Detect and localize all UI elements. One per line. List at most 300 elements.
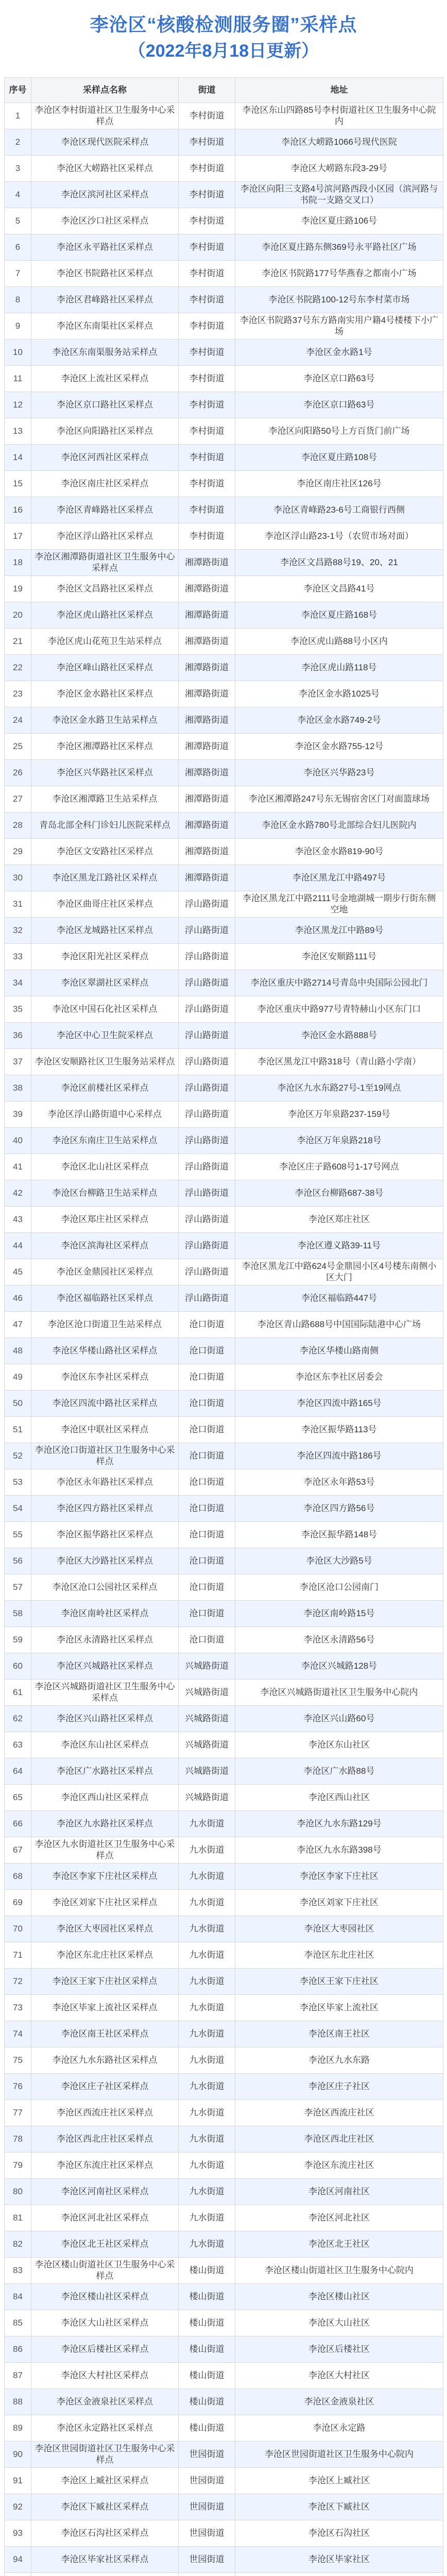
sampling-point-address: 李沧区浮山路23-1号（农贸市场对面）	[235, 523, 443, 550]
sampling-point-name: 李沧区沧口公园社区采样点	[31, 1574, 179, 1601]
table-row	[5, 1837, 443, 1863]
sampling-point-address: 李沧区九水东路398号	[235, 1837, 443, 1863]
row-number: 25	[5, 734, 31, 760]
sampling-point-name: 李沧区西山社区采样点	[31, 1785, 179, 1811]
row-number: 12	[5, 392, 31, 418]
sampling-point-address: 李沧区庄子路608号1-17号网点	[235, 1154, 443, 1180]
row-number: 15	[5, 471, 31, 497]
table-row	[5, 1969, 443, 1995]
header	[4, 0, 443, 77]
street-name: 世园街道	[179, 2520, 235, 2547]
street-name: 浮山路街道	[179, 1259, 235, 1285]
row-number: 91	[5, 2468, 31, 2494]
sampling-point-address: 李沧区东流庄社区	[235, 2153, 443, 2179]
sampling-point-address: 李沧区湘潭路247号东无锡宿舍区门对面篮球场	[235, 786, 443, 812]
row-number: 56	[5, 1548, 31, 1574]
table-row	[5, 1364, 443, 1391]
row-number: 68	[5, 1863, 31, 1890]
sampling-point-name: 李沧区河北社区采样点	[31, 2205, 179, 2231]
row-number: 58	[5, 1601, 31, 1627]
table-row	[5, 497, 443, 523]
table-body	[5, 103, 443, 2576]
street-name: 李村街道	[179, 129, 235, 156]
table-row	[5, 2520, 443, 2547]
row-number: 87	[5, 2363, 31, 2389]
sampling-point-name: 李沧区九水路社区采样点	[31, 1811, 179, 1837]
table-row	[5, 576, 443, 602]
table-row	[5, 2389, 443, 2415]
row-number: 60	[5, 1653, 31, 1680]
table-row	[5, 234, 443, 261]
table-row	[5, 208, 443, 234]
sampling-point-name: 李沧区永平路社区采样点	[31, 234, 179, 261]
row-number: 23	[5, 681, 31, 707]
street-name: 李村街道	[179, 156, 235, 182]
street-name: 沧口街道	[179, 1601, 235, 1627]
row-number: 42	[5, 1180, 31, 1207]
sampling-point-name: 李沧区东南渠社区采样点	[31, 313, 179, 340]
sampling-point-name: 李沧区福临路社区采样点	[31, 1285, 179, 1312]
table-row	[5, 1916, 443, 1942]
sampling-point-address: 李沧区后楼社区	[235, 2336, 443, 2363]
column-header-no: 序号	[5, 78, 31, 103]
table-row	[5, 681, 443, 707]
row-number: 64	[5, 1758, 31, 1785]
table-row	[5, 366, 443, 392]
sampling-point-address: 李沧区青山路688号中国国际陆港中心广场	[235, 1312, 443, 1338]
sampling-point-address: 李沧区永清路56号	[235, 1627, 443, 1653]
table-row	[5, 760, 443, 786]
sampling-point-address: 李沧区夏庄路108号	[235, 445, 443, 471]
street-name: 李村街道	[179, 103, 235, 129]
sampling-point-name: 李沧区中国石化社区采样点	[31, 996, 179, 1023]
sampling-point-name: 李沧区楼山社区采样点	[31, 2284, 179, 2310]
sampling-point-name: 李沧区河南社区采样点	[31, 2179, 179, 2205]
sampling-point-address: 李沧区大山社区	[235, 2310, 443, 2336]
street-name: 湘潭路街道	[179, 786, 235, 812]
sampling-point-address: 李沧区金水路1025号	[235, 681, 443, 707]
sampling-point-name: 李沧区毕家社区采样点	[31, 2547, 179, 2573]
sampling-point-name: 李沧区大村社区采样点	[31, 2363, 179, 2389]
row-number: 76	[5, 2074, 31, 2100]
table-row	[5, 340, 443, 366]
row-number: 47	[5, 1312, 31, 1338]
sampling-point-name: 李沧区永定路社区采样点	[31, 2415, 179, 2442]
row-number: 59	[5, 1627, 31, 1653]
street-name: 李村街道	[179, 208, 235, 234]
sampling-point-address: 李沧区金液泉社区	[235, 2389, 443, 2415]
table-row	[5, 707, 443, 734]
sampling-point-address: 李沧区书院路177号华燕春之都南小广场	[235, 261, 443, 287]
table-row	[5, 1811, 443, 1837]
sampling-point-name: 李沧区曲哥庄社区采样点	[31, 891, 179, 918]
sampling-point-name: 李沧区大山社区采样点	[31, 2310, 179, 2336]
street-name: 九水街道	[179, 2047, 235, 2074]
street-name: 李村街道	[179, 366, 235, 392]
sampling-point-name: 李沧区现代医院采样点	[31, 129, 179, 156]
sampling-point-address: 李沧区东北庄社区	[235, 1942, 443, 1969]
sampling-point-name: 李沧区龙城路社区采样点	[31, 918, 179, 944]
sampling-point-address: 李沧区永年路53号	[235, 1469, 443, 1496]
table-row	[5, 1101, 443, 1128]
sampling-point-address: 李沧区南庄社区126号	[235, 471, 443, 497]
table-row	[5, 1574, 443, 1601]
sampling-point-address: 李沧区重庆中路2714号青岛中央国际公园北门	[235, 970, 443, 996]
sampling-point-address: 李沧区沧口公园南门	[235, 1574, 443, 1601]
row-number: 40	[5, 1128, 31, 1154]
row-number: 70	[5, 1916, 31, 1942]
row-number: 34	[5, 970, 31, 996]
table-row	[5, 287, 443, 313]
sampling-point-name: 李沧区前楼社区采样点	[31, 1075, 179, 1101]
sampling-point-address: 李沧区黑龙江中路2111号金地湖城一期步行街东侧空地	[235, 891, 443, 918]
sampling-point-address: 李沧区九水东路129号	[235, 1811, 443, 1837]
sampling-point-name: 李沧区沧口街道社区卫生服务中心采样点	[31, 1443, 179, 1469]
sampling-point-name: 李沧区九水东路社区采样点	[31, 2047, 179, 2074]
row-number: 49	[5, 1364, 31, 1391]
table-row	[5, 445, 443, 471]
street-name: 楼山街道	[179, 2363, 235, 2389]
row-number: 35	[5, 996, 31, 1023]
column-header-name: 采样点名称	[31, 78, 179, 103]
sampling-point-name: 李沧区华楼山路社区采样点	[31, 1338, 179, 1364]
street-name: 沧口街道	[179, 1338, 235, 1364]
street-name: 李村街道	[179, 497, 235, 523]
row-number: 32	[5, 918, 31, 944]
table-row	[5, 839, 443, 865]
street-name: 李村街道	[179, 261, 235, 287]
sampling-point-name: 李沧区安顺路社区卫生服务站采样点	[31, 1049, 179, 1075]
sampling-point-address: 李沧区西山社区	[235, 1785, 443, 1811]
street-name: 兴城路街道	[179, 1758, 235, 1785]
sampling-point-name	[31, 2573, 179, 2576]
row-number: 66	[5, 1811, 31, 1837]
street-name: 楼山街道	[179, 2415, 235, 2442]
table-row	[5, 1522, 443, 1548]
table-row	[5, 129, 443, 156]
sampling-point-name: 李沧区四流中路社区采样点	[31, 1391, 179, 1417]
sampling-point-address: 李沧区向阳路50号上方百货门前广场	[235, 418, 443, 445]
street-name: 沧口街道	[179, 1496, 235, 1522]
street-name: 九水街道	[179, 1811, 235, 1837]
sampling-point-name: 李沧区后楼社区采样点	[31, 2336, 179, 2363]
sampling-point-address: 李沧区向阳三支路4号滨河路西段小区园（滨河路与书院一支路交叉口）	[235, 182, 443, 208]
sampling-point-address: 李沧区四流中路186号	[235, 1443, 443, 1469]
table-row	[5, 1627, 443, 1653]
street-name: 李村街道	[179, 523, 235, 550]
sampling-point-address: 李沧区下臧社区	[235, 2494, 443, 2520]
sampling-point-name: 李沧区书院路社区采样点	[31, 261, 179, 287]
table-row	[5, 523, 443, 550]
sampling-point-name: 李沧区广水路社区采样点	[31, 1758, 179, 1785]
row-number: 84	[5, 2284, 31, 2310]
sampling-point-address: 李沧区四方路56号	[235, 1496, 443, 1522]
sampling-point-name: 李沧区河西社区采样点	[31, 445, 179, 471]
sampling-point-name: 李沧区东南庄卫生站采样点	[31, 1128, 179, 1154]
table-row	[5, 1443, 443, 1469]
street-name: 兴城路街道	[179, 1680, 235, 1706]
sampling-point-address: 李沧区青峰路23-6号工商银行西侧	[235, 497, 443, 523]
table-row	[5, 2179, 443, 2205]
row-number: 19	[5, 576, 31, 602]
sampling-points-table	[4, 77, 443, 2576]
sampling-point-name: 李沧区浮山路街道中心采样点	[31, 1101, 179, 1128]
sampling-point-address: 李沧区夏庄路106号	[235, 208, 443, 234]
row-number: 45	[5, 1259, 31, 1285]
sampling-point-address: 李沧区四流中路165号	[235, 1391, 443, 1417]
table-row	[5, 2074, 443, 2100]
table-row	[5, 1496, 443, 1522]
sampling-point-name: 李沧区永年路社区采样点	[31, 1469, 179, 1496]
table-row	[5, 261, 443, 287]
row-number: 61	[5, 1680, 31, 1706]
table-header-row	[5, 78, 443, 103]
street-name: 浮山路街道	[179, 970, 235, 996]
row-number: 14	[5, 445, 31, 471]
sampling-point-address: 李沧区大崂路东段3-29号	[235, 156, 443, 182]
row-number: 39	[5, 1101, 31, 1128]
row-number: 16	[5, 497, 31, 523]
table-row	[5, 2573, 443, 2576]
street-name: 湘潭路街道	[179, 734, 235, 760]
sampling-point-name: 青岛北部全科门诊妇儿医院采样点	[31, 812, 179, 839]
street-name: 李村街道	[179, 418, 235, 445]
table-row	[5, 2258, 443, 2284]
table-row	[5, 418, 443, 445]
sampling-point-address: 李沧区大沙路5号	[235, 1548, 443, 1574]
row-number: 21	[5, 629, 31, 655]
row-number: 57	[5, 1574, 31, 1601]
table-row	[5, 1180, 443, 1207]
page-title: 李沧区“核酸检测服务圈”采样点	[90, 14, 357, 35]
row-number: 9	[5, 313, 31, 340]
street-name: 沧口街道	[179, 1364, 235, 1391]
sampling-point-name: 李沧区南岭社区采样点	[31, 1601, 179, 1627]
street-name: 九水街道	[179, 2021, 235, 2047]
table-row	[5, 1548, 443, 1574]
table-row	[5, 786, 443, 812]
sampling-point-address: 李沧区书院路37号东方路南实用户籍4号楼楼下小广场	[235, 313, 443, 340]
sampling-point-address: 李沧区安顺路111号	[235, 944, 443, 970]
sampling-point-name: 李沧区下臧社区采样点	[31, 2494, 179, 2520]
street-name: 湘潭路街道	[179, 707, 235, 734]
sampling-point-address: 李沧区庄子社区	[235, 2074, 443, 2100]
street-name: 九水街道	[179, 1837, 235, 1863]
table-row	[5, 865, 443, 891]
street-name: 浮山路街道	[179, 1180, 235, 1207]
sampling-point-name: 李沧区西流庄社区采样点	[31, 2100, 179, 2126]
table-row	[5, 2021, 443, 2047]
street-name: 湘潭路街道	[179, 760, 235, 786]
row-number: 22	[5, 655, 31, 681]
sampling-point-name: 李沧区北王社区采样点	[31, 2231, 179, 2258]
row-number: 85	[5, 2310, 31, 2336]
table-row	[5, 1049, 443, 1075]
sampling-point-address: 李沧区南岭路15号	[235, 1601, 443, 1627]
street-name: 沧口街道	[179, 1522, 235, 1548]
street-name: 九水街道	[179, 2074, 235, 2100]
table-row	[5, 891, 443, 918]
sampling-point-name: 李沧区东山社区采样点	[31, 1732, 179, 1758]
street-name: 九水街道	[179, 2179, 235, 2205]
sampling-point-address: 李沧区西北庄社区	[235, 2126, 443, 2153]
street-name: 兴城路街道	[179, 1653, 235, 1680]
row-number: 50	[5, 1391, 31, 1417]
street-name: 九水街道	[179, 1942, 235, 1969]
table-row	[5, 2047, 443, 2074]
sampling-point-name: 李沧区沧口街道卫生站采样点	[31, 1312, 179, 1338]
sampling-point-address: 李沧区文昌路88号19、20、21	[235, 550, 443, 576]
sampling-point-address: 李沧区万年泉路237-159号	[235, 1101, 443, 1128]
street-name: 湘潭路街道	[179, 812, 235, 839]
street-name: 浮山路街道	[179, 1207, 235, 1233]
sampling-point-name: 李沧区向阳路社区采样点	[31, 418, 179, 445]
table-row	[5, 1391, 443, 1417]
row-number: 90	[5, 2442, 31, 2468]
row-number: 44	[5, 1233, 31, 1259]
sampling-point-address: 李沧区重庆中路977号青特赫山小区东门口	[235, 996, 443, 1023]
sampling-point-name: 李沧区庄子社区采样点	[31, 2074, 179, 2100]
sampling-point-address: 李沧区金水路749-2号	[235, 707, 443, 734]
sampling-point-address: 李沧区河南社区	[235, 2179, 443, 2205]
sampling-point-name: 李沧区大沙路社区采样点	[31, 1548, 179, 1574]
column-header-street: 街道	[179, 78, 235, 103]
row-number: 79	[5, 2153, 31, 2179]
sampling-point-address: 李沧区王家下庄社区	[235, 1969, 443, 1995]
street-name: 九水街道	[179, 2153, 235, 2179]
street-name: 九水街道	[179, 2100, 235, 2126]
street-name: 沧口街道	[179, 1469, 235, 1496]
row-number: 24	[5, 707, 31, 734]
sampling-point-address: 李沧区郑庄社区	[235, 1207, 443, 1233]
sampling-point-address: 李沧区李家下庄社区	[235, 1863, 443, 1890]
sampling-point-address: 李沧区京口路63号	[235, 392, 443, 418]
row-number: 30	[5, 865, 31, 891]
sampling-point-address: 李沧区黑龙江中路497号	[235, 865, 443, 891]
street-name	[179, 2573, 235, 2576]
sampling-point-address: 李沧区振华路148号	[235, 1522, 443, 1548]
sampling-point-name: 李沧区东流庄社区采样点	[31, 2153, 179, 2179]
row-number: 46	[5, 1285, 31, 1312]
sampling-point-name: 李沧区君峰路社区采样点	[31, 287, 179, 313]
table-row	[5, 970, 443, 996]
sampling-point-address: 李沧区东山四路85号李村街道社区卫生服务中心院内	[235, 103, 443, 129]
street-name: 九水街道	[179, 1969, 235, 1995]
street-name: 沧口街道	[179, 1443, 235, 1469]
row-number: 74	[5, 2021, 31, 2047]
sampling-point-name: 李沧区兴城路街道社区卫生服务中心采样点	[31, 1680, 179, 1706]
sampling-point-address: 李沧区楼山街道社区卫生服务中心院内	[235, 2258, 443, 2284]
sampling-point-address	[235, 2573, 443, 2576]
sampling-point-address: 李沧区虎山路118号	[235, 655, 443, 681]
sampling-point-address: 李沧区万年泉路218号	[235, 1128, 443, 1154]
street-name: 李村街道	[179, 182, 235, 208]
row-number: 3	[5, 156, 31, 182]
row-number: 80	[5, 2179, 31, 2205]
sampling-point-address: 李沧区毕家上流社区	[235, 1995, 443, 2021]
street-name: 九水街道	[179, 1916, 235, 1942]
sampling-point-name: 李沧区大崂路社区采样点	[31, 156, 179, 182]
table-row	[5, 1128, 443, 1154]
street-name: 浮山路街道	[179, 996, 235, 1023]
row-number: 71	[5, 1942, 31, 1969]
sampling-point-address: 李沧区西流庄社区	[235, 2100, 443, 2126]
row-number: 41	[5, 1154, 31, 1180]
sampling-point-address: 李沧区金水路888号	[235, 1023, 443, 1049]
sampling-point-name: 李沧区郑庄社区采样点	[31, 1207, 179, 1233]
sampling-point-name: 李沧区台柳路卫生站采样点	[31, 1180, 179, 1207]
street-name: 沧口街道	[179, 1312, 235, 1338]
sampling-point-address: 李沧区楼山社区	[235, 2284, 443, 2310]
row-number: 54	[5, 1496, 31, 1522]
sampling-point-address: 李沧区金水路755-12号	[235, 734, 443, 760]
table-row	[5, 1653, 443, 1680]
street-name: 李村街道	[179, 287, 235, 313]
table-row	[5, 1417, 443, 1443]
sampling-point-name: 李沧区金水路卫生站采样点	[31, 707, 179, 734]
sampling-point-name: 李沧区四方路社区采样点	[31, 1496, 179, 1522]
sampling-point-name: 李沧区浮山路社区采样点	[31, 523, 179, 550]
row-number: 6	[5, 234, 31, 261]
sampling-point-address: 李沧区东山社区	[235, 1732, 443, 1758]
street-name: 楼山街道	[179, 2258, 235, 2284]
sampling-point-address: 李沧区东李社区居委会	[235, 1364, 443, 1391]
street-name: 世园街道	[179, 2494, 235, 2520]
sampling-point-address: 李沧区夏庄路168号	[235, 602, 443, 629]
table-row	[5, 1890, 443, 1916]
table-row	[5, 2415, 443, 2442]
sampling-point-name: 李沧区黑龙江路社区采样点	[31, 865, 179, 891]
table-row	[5, 1233, 443, 1259]
sampling-point-name: 李沧区石沟社区采样点	[31, 2520, 179, 2547]
table-row	[5, 996, 443, 1023]
row-number: 88	[5, 2389, 31, 2415]
street-name: 沧口街道	[179, 1627, 235, 1653]
row-number: 72	[5, 1969, 31, 1995]
table-row	[5, 550, 443, 576]
sampling-point-address: 李沧区夏庄路东侧369号永平路社区广场	[235, 234, 443, 261]
sampling-point-name: 李沧区文安路社区采样点	[31, 839, 179, 865]
sampling-point-name: 李沧区湘潭路卫生站采样点	[31, 786, 179, 812]
table-row	[5, 1469, 443, 1496]
street-name: 楼山街道	[179, 2336, 235, 2363]
sampling-point-address: 李沧区黑龙江中路89号	[235, 918, 443, 944]
row-number: 27	[5, 786, 31, 812]
table-row	[5, 1312, 443, 1338]
sampling-point-name: 李沧区湘潭路街道社区卫生服务中心采样点	[31, 550, 179, 576]
row-number: 10	[5, 340, 31, 366]
sampling-point-address: 李沧区上臧社区	[235, 2468, 443, 2494]
sampling-point-address: 李沧区兴城路128号	[235, 1653, 443, 1680]
table-row	[5, 1285, 443, 1312]
street-name: 九水街道	[179, 1863, 235, 1890]
table-row	[5, 1785, 443, 1811]
update-date: （2022年8月18日更新）	[128, 41, 319, 61]
sampling-point-name: 李沧区毕家上流社区采样点	[31, 1995, 179, 2021]
sampling-point-name: 李沧区九水街道社区卫生服务中心采样点	[31, 1837, 179, 1863]
street-name: 九水街道	[179, 2205, 235, 2231]
row-number: 52	[5, 1443, 31, 1469]
row-number: 17	[5, 523, 31, 550]
row-number: 75	[5, 2047, 31, 2074]
sampling-point-name: 李沧区兴山路社区采样点	[31, 1706, 179, 1732]
street-name: 兴城路街道	[179, 1732, 235, 1758]
street-name: 湘潭路街道	[179, 865, 235, 891]
sampling-point-name: 李沧区东南渠服务站采样点	[31, 340, 179, 366]
sampling-point-address: 李沧区金水路1号	[235, 340, 443, 366]
street-name: 兴城路街道	[179, 1785, 235, 1811]
row-number: 29	[5, 839, 31, 865]
